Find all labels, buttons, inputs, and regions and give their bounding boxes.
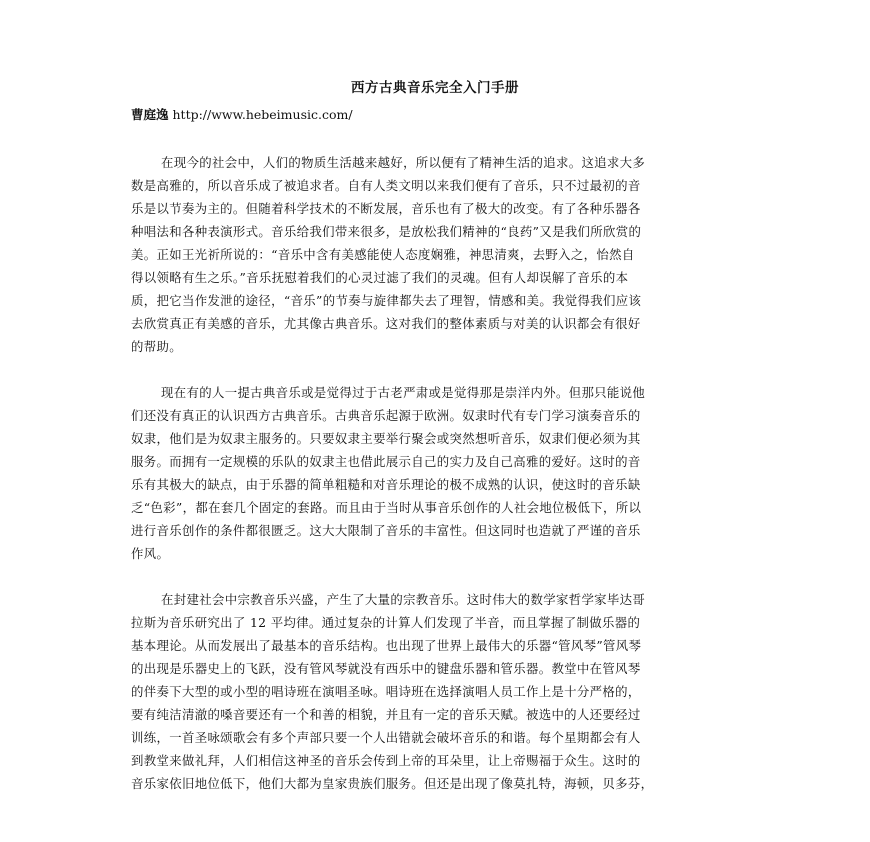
source-url: http://www.hebeimusic.com/ xyxy=(172,107,353,122)
document-title: 西方古典音乐完全入门手册 xyxy=(351,80,519,96)
paragraph-line: 作风。 xyxy=(131,546,170,561)
paragraph-line: 要有纯洁清澈的嗓音要还有一个和善的相貌，并且有一定的音乐天赋。被选中的人还要经过 xyxy=(131,707,641,722)
paragraph-line: 到教堂来做礼拜，人们相信这神圣的音乐会传到上帝的耳朵里，让上帝赐福于众生。这时的 xyxy=(131,753,641,768)
paragraph-line: 质，把它当作发泄的途径，“音乐”的节奏与旋律都失去了理智，情感和美。我觉得我们应该 xyxy=(131,293,642,308)
paragraph-line: 进行音乐创作的条件都很匮乏。这大大限制了音乐的丰富性。但这同时也造就了严谨的音乐 xyxy=(131,523,641,538)
paragraph-line: 乐是以节奏为主的。但随着科学技术的不断发展，音乐也有了极大的改变。有了各种乐器各 xyxy=(131,201,641,216)
paragraph-line: 服务。而拥有一定规模的乐队的奴隶主也借此展示自己的实力及自己高雅的爱好。这时的音 xyxy=(131,454,641,469)
paragraph-line: 的出现是乐器史上的飞跃，没有管风琴就没有西乐中的键盘乐器和管乐器。教堂中在管风琴 xyxy=(131,661,641,676)
paragraph-line: 音乐家依旧地位低下，他们大都为皇家贵族们服务。但还是出现了像莫扎特，海顿，贝多芬， xyxy=(131,776,654,791)
paragraph-line: 的帮助。 xyxy=(131,339,182,354)
paragraph-line: 的伴奏下大型的或小型的唱诗班在演唱圣咏。唱诗班在选择演唱人员工作上是十分严格的， xyxy=(131,684,641,699)
paragraph xyxy=(131,588,741,795)
paragraph-line: 们还没有真正的认识西方古典音乐。古典音乐起源于欧洲。奴隶时代有专门学习演奏音乐的 xyxy=(131,408,641,423)
paragraph-line: 乐有其极大的缺点，由于乐器的简单粗糙和对音乐理论的极不成熟的认识，使这时的音乐缺 xyxy=(131,477,641,492)
paragraph-line: 现在有的人一提古典音乐或是觉得过于古老严肃或是觉得那是崇洋内外。但那只能说他 xyxy=(161,385,646,400)
paragraph-line: 基本理论。从而发展出了最基本的音乐结构。也出现了世界上最伟大的乐器“管风琴”管风琴 xyxy=(131,638,642,653)
paragraph-line: 得以领略有生之乐。”音乐抚慰着我们的心灵过滤了我们的灵魂。但有人却误解了音乐的本 xyxy=(131,270,629,285)
byline xyxy=(131,106,353,124)
paragraph xyxy=(131,151,741,358)
paragraph-line: 在现今的社会中，人们的物质生活越来越好，所以便有了精神生活的追求。这追求大多 xyxy=(161,155,646,170)
paragraph-line: 训练，一首圣咏颂歌会有多个声部只要一个人出错就会破坏音乐的和谐。每个星期都会有人 xyxy=(131,730,641,745)
paragraph-line: 在封建社会中宗教音乐兴盛，产生了大量的宗教音乐。这时伟大的数学家哲学家毕达哥 xyxy=(161,592,646,607)
paragraph-line: 乏“色彩”，都在套几个固定的套路。而且由于当时从事音乐创作的人社会地位极低下，所以 xyxy=(131,500,642,515)
paragraph-line: 拉斯为音乐研究出了 12 平均律。通过复杂的计算人们发现了半音，而且掌握了制做乐器的 xyxy=(131,615,641,630)
paragraph xyxy=(131,381,741,565)
document-body xyxy=(131,151,741,818)
paragraph-line: 奴隶，他们是为奴隶主服务的。只要奴隶主要举行聚会或突然想听音乐，奴隶们便必须为其 xyxy=(131,431,641,446)
paragraph-line: 美。正如王光祈所说的：“音乐中含有美感能使人态度娴雅，神思清爽，去野入之，怡然自 xyxy=(131,247,635,262)
author-name: 曹庭逸 xyxy=(131,107,169,122)
paragraph-line: 种唱法和各种表演形式。音乐给我们带来很多，是放松我们精神的“良药”又是我们所欣赏的 xyxy=(131,224,642,239)
paragraph-line: 去欣赏真正有美感的音乐，尤其像古典音乐。这对我们的整体素质与对美的认识都会有很好 xyxy=(131,316,641,331)
paragraph-line: 数是高雅的，所以音乐成了被追求者。自有人类文明以来我们便有了音乐，只不过最初的音 xyxy=(131,178,641,193)
